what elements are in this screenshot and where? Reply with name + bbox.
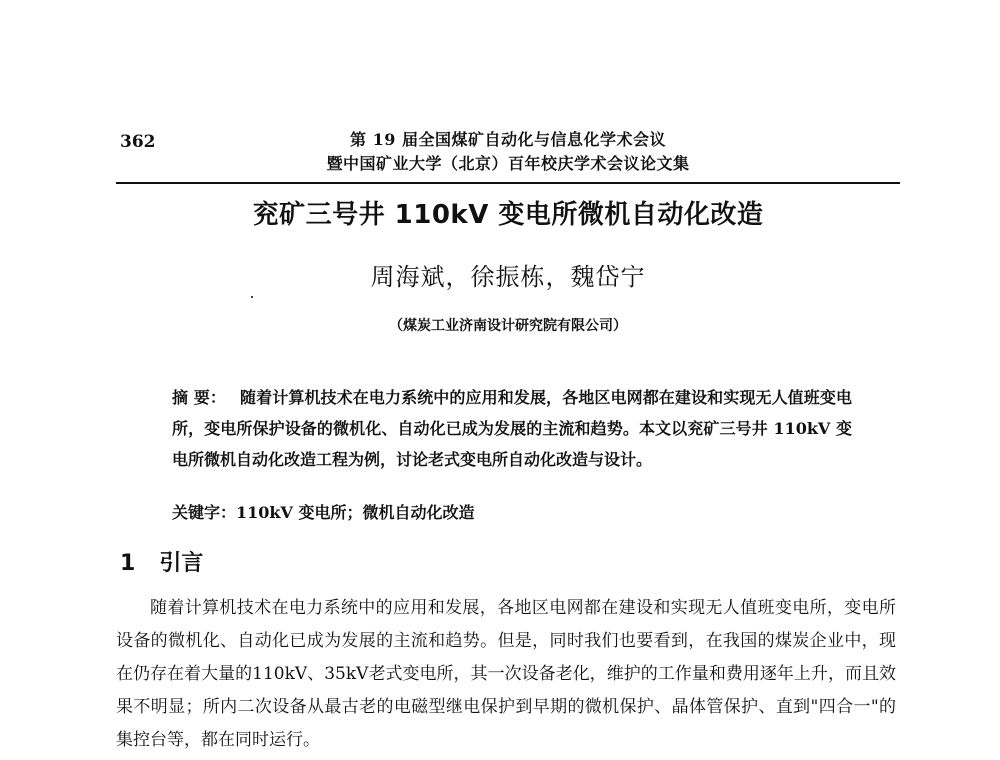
paper-title: 兖矿三号井 110kV 变电所微机自动化改造	[252, 200, 764, 230]
section-paragraph: 随着计算机技术在电力系统中的应用和发展，各地区电网都在建设和实现无人值班变电所，变电所设备的微机化、自动化已成为发展的主流和趋势。但是，同时我们也要看到，在我国的煤炭企业中，现在仍存在着大量的110kV、35kV老式变电所，其一次设备老化，维护的工作量和费用逐年上升，而且效果不明显；所内二次设备从最古老的电磁型继电保护到早期的微机保护、晶体管保护、直到"四合一"的集控台等，都在同时运行。	[116, 598, 896, 750]
paper-affiliation: （煤炭工业济南设计研究院有限公司）	[389, 318, 627, 334]
journal-line-1: 第 19 届全国煤矿自动化与信息化学术会议	[350, 130, 666, 149]
keywords	[172, 500, 852, 523]
page-number: 362	[120, 132, 156, 152]
journal-line-2: 暨中国矿业大学（北京）百年校庆学术会议论文集	[326, 154, 690, 173]
running-head	[116, 124, 900, 184]
journal-title	[116, 128, 900, 176]
section-number: 1	[120, 551, 136, 576]
scan-speck	[251, 296, 253, 298]
section-title: 引言	[159, 551, 204, 576]
keywords-label: 关键字：	[172, 503, 237, 522]
abstract-label: 摘 要：	[172, 388, 227, 407]
keywords-text: 110kV 变电所；微机自动化改造	[236, 503, 475, 522]
section-heading	[120, 546, 203, 577]
abstract-text: 随着计算机技术在电力系统中的应用和发展，各地区电网都在建设和实现无人值班变电所，变电所保护设备的微机化、自动化已成为发展的主流和趋势。本文以兖矿三号井 110kV 变电所微机自动化改造工程为例，讨论老式变电所自动化改造与设计。	[172, 388, 852, 469]
abstract	[172, 382, 852, 475]
paper-authors: 周海斌，徐振栋，魏岱宁	[370, 263, 646, 291]
